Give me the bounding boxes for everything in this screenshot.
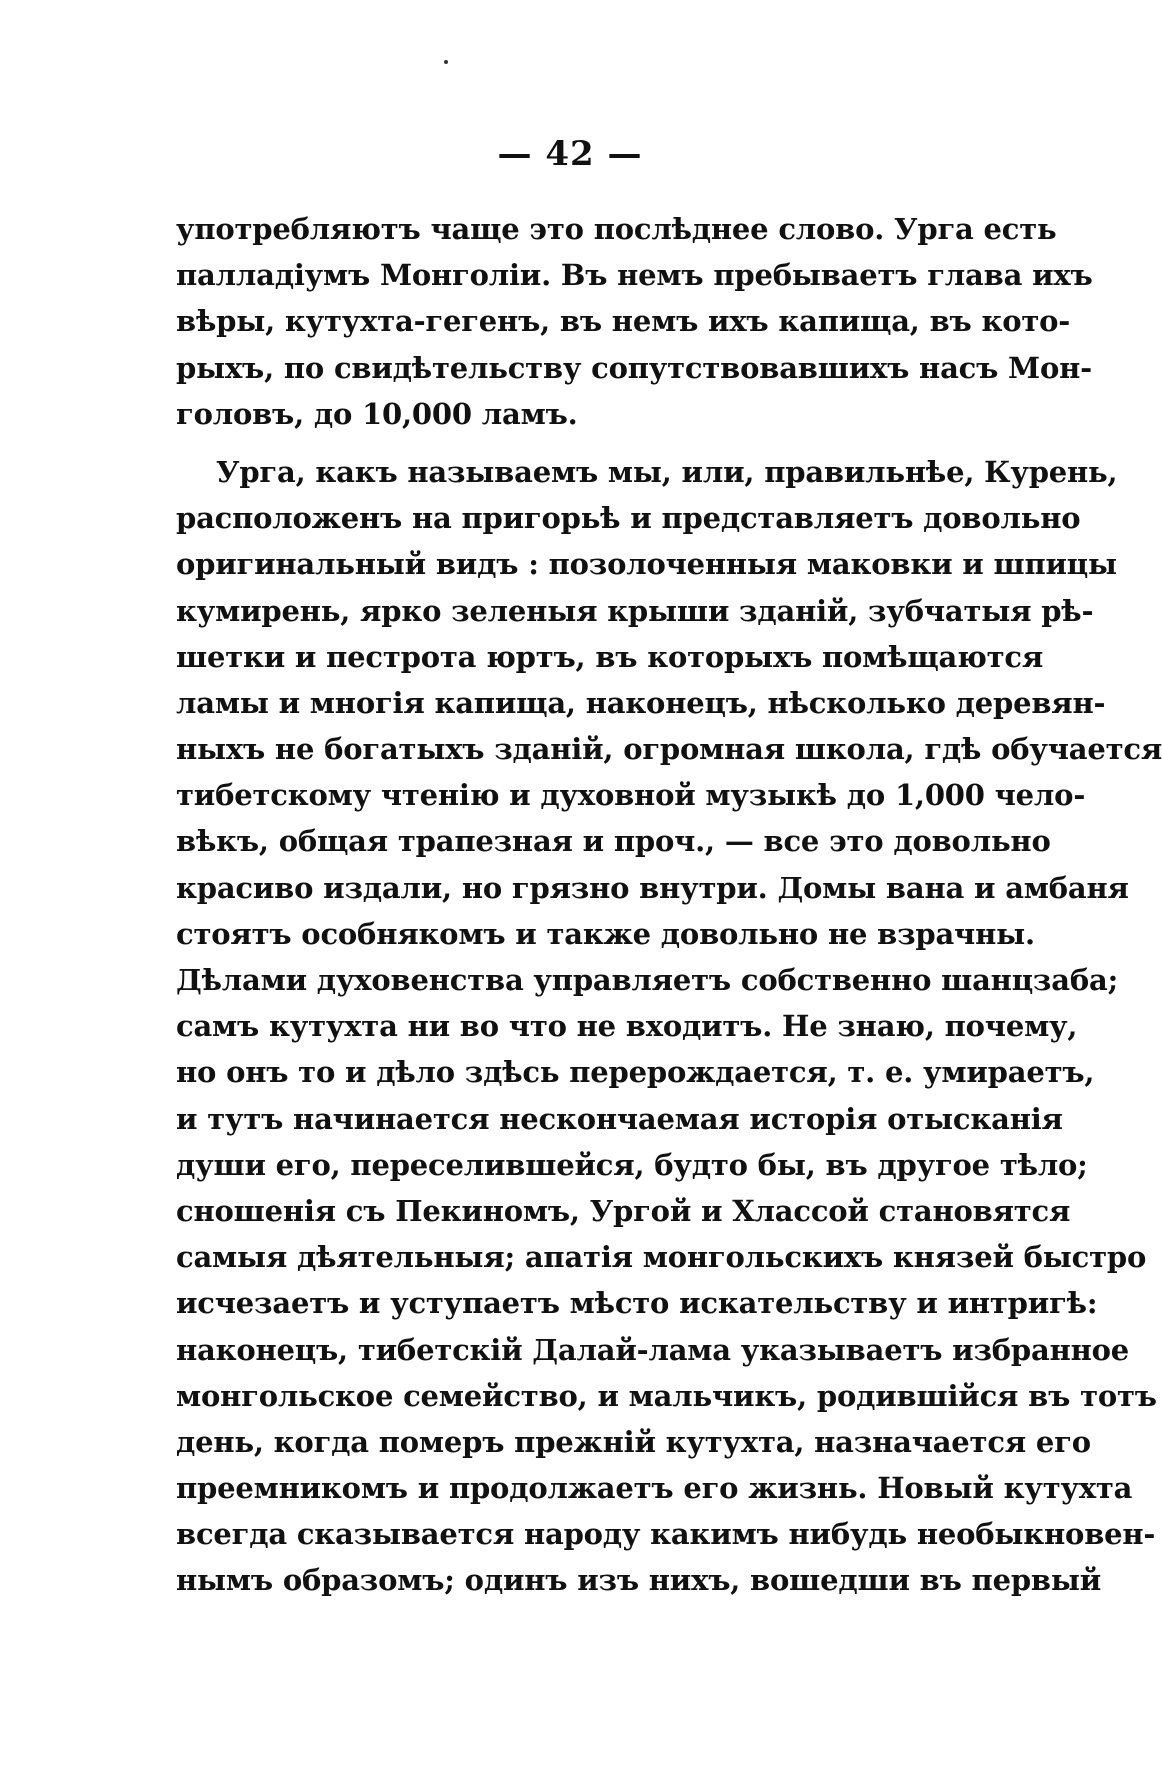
text-line: преемникомъ и продолжаетъ его жизнь. Новый кутухта [176,1471,1133,1506]
text-line: ламы и многія капища, наконецъ, нѣсколько деревян- [176,685,1106,720]
text-line: наконецъ, тибетскій Далай-лама указываетъ избранное [176,1332,1130,1367]
text-line: шетки и пестрота юртъ, въ которыхъ помѣщаются [176,639,1044,674]
text-line: Урга, какъ называемъ мы, или, правильнѣе, Курень, [216,454,1118,489]
text-line: и тутъ начинается нескончаемая исторія отысканія [176,1101,1063,1136]
text-line: красиво издали, но грязно внутри. Домы вана и амбаня [176,870,1129,905]
ink-speck [444,60,448,64]
text-line: самъ кутухта ни во что не входитъ. Не знаю, почему, [176,1009,1078,1044]
text-line: день, когда померъ прежній кутухта, назначается его [176,1424,1091,1459]
text-line: палладіумъ Монголіи. Въ немъ пребываетъ глава ихъ [176,258,1093,293]
page-number: — 42 — [497,134,643,174]
text-line: кумирень, ярко зеленыя крыши зданій, зубчатыя рѣ- [176,593,1094,628]
text-line: головъ, до 10,000 ламъ. [176,396,578,431]
text-line: монгольское семейство, и мальчикъ, родившійся въ тотъ [176,1378,1157,1413]
text-line: вѣкъ, общая трапезная и проч., — все это довольно [176,824,1051,859]
text-line: души его, переселившейся, будто бы, въ другое тѣло; [176,1147,1088,1182]
text-line: Дѣлами духовенства управляетъ собственно шанцзаба; [176,963,1119,997]
text-line: нымъ образомъ; одинъ изъ нихъ, вошедши въ первый [176,1563,1102,1598]
text-line: тибетскому чтенію и духовной музыкѣ до 1,000 чело- [176,778,1086,813]
text-line: ныхъ не богатыхъ зданій, огромная школа, гдѣ обучается [176,732,1162,767]
text-line: стоятъ особнякомъ и также довольно не взрачны. [176,916,1035,951]
paragraph-2 [176,449,1162,1604]
text-line: всегда сказывается народу какимъ нибудь необыкновен- [176,1517,1156,1552]
body-text [176,206,1162,1604]
text-line: сношенія съ Пекиномъ, Ургой и Хлассой становятся [176,1193,1071,1228]
text-line: вѣры, кутухта-гегенъ, въ немъ ихъ капища, въ кото- [176,304,1071,339]
text-line: но онъ то и дѣло здѣсь перерождается, т. е. умираетъ, [176,1055,1095,1090]
text-line: расположенъ на пригорьѣ и представляетъ довольно [176,501,1081,536]
paragraph-1 [176,206,1093,437]
text-line: рыхъ, по свидѣтельству сопутствовавшихъ насъ Мон- [176,350,1092,385]
text-line: исчезаетъ и уступаетъ мѣсто искательству и интригѣ: [176,1286,1098,1321]
text-line: самыя дѣятельныя; апатія монгольскихъ князей быстро [176,1240,1147,1275]
text-line: оригинальный видъ : позолоченныя маковки и шпицы [176,547,1117,582]
text-line: употребляютъ чаще это послѣднее слово. Урга есть [176,212,1057,246]
